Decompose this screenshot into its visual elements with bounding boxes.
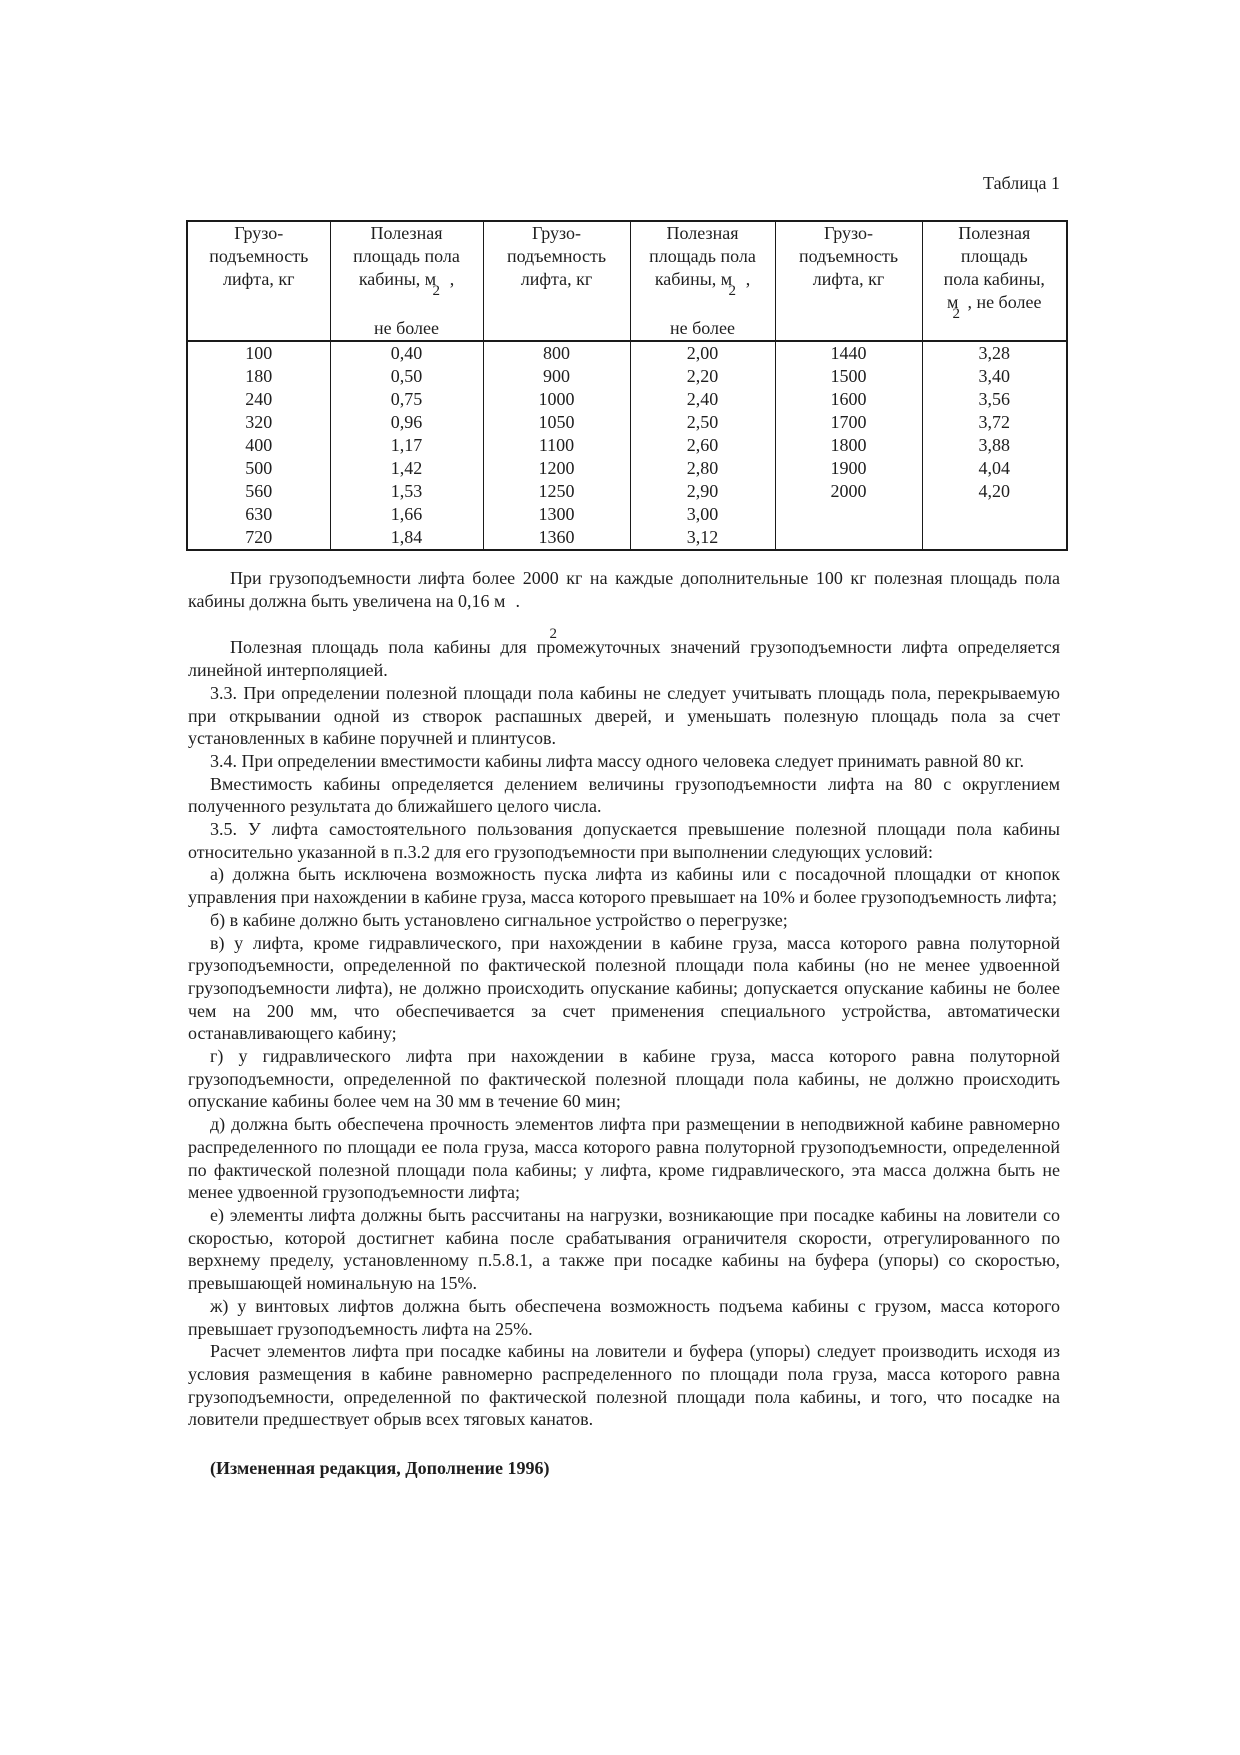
header-text: подъемность	[798, 246, 899, 266]
table-cell: 2,90	[630, 480, 775, 503]
table-cell: 1,84	[330, 526, 483, 550]
header-text: Грузо-	[531, 223, 582, 243]
list-item-a: а) должна быть исключена возможность пуска лифта из кабины или с посадочной площадки от кнопок управления при нахождении в кабине груза, масса которого превышает на 10% и более грузоподъемность лифта;	[188, 864, 1060, 908]
paragraph-interpolation: Полезная площадь пола кабины для промежуточных значений грузоподъемности лифта определяется линейной интерполяцией.	[188, 637, 1060, 681]
table-cell: 4,04	[922, 457, 1067, 480]
table-cell: 1300	[483, 503, 630, 526]
unit-exponent: 2	[952, 306, 960, 322]
table-header-row	[187, 221, 1067, 341]
table-cell: 900	[483, 365, 630, 388]
list-item-e: е) элементы лифта должны быть рассчитаны на нагрузки, возникающие при посадке кабины на ловители со скоростью, которой достигнет кабина после срабатывания ограничителя скорости, отрегулированного по верхнему пределу, установленному п.5.8.1, а также при посадке кабины на буфера (упоры) со скоростью, превышающей номинальную на 15%.	[188, 1204, 1060, 1294]
header-capacity-2	[483, 221, 630, 341]
unit-exponent: 2	[549, 625, 557, 642]
table-cell: 1,66	[330, 503, 483, 526]
paragraph-3-4: 3.4. При определении вместимости кабины лифта массу одного человека следует принимать равной 80 кг.	[210, 750, 1025, 771]
table-cell: 3,12	[630, 526, 775, 550]
header-capacity-3	[775, 221, 922, 341]
header-not-more: , не более	[967, 292, 1042, 312]
table-cell: 2,50	[630, 411, 775, 434]
table-cell: 180	[245, 366, 273, 386]
table-cell	[922, 503, 1067, 526]
paragraph-end: .	[515, 590, 520, 611]
table-cell: 240	[245, 389, 273, 409]
header-text: Полезная	[958, 223, 1031, 243]
paragraph-3-5: 3.5. У лифта самостоятельного пользования допускается превышение полезной площади пола кабины относительно указанной в п.3.2 для его грузоподъемности при выполнении следующих условий:	[188, 819, 1060, 862]
table-cell: 3,40	[922, 365, 1067, 388]
header-unit: кабины, м	[654, 269, 733, 289]
unit-exponent: 2	[728, 283, 736, 299]
table-cell: 720	[245, 527, 273, 547]
table-cell: 0,96	[330, 411, 483, 434]
body-text	[188, 567, 1060, 1480]
table-caption: Таблица 1	[983, 173, 1060, 193]
table-cell: 3,88	[922, 434, 1067, 457]
list-item-b: б) в кабине должно быть установлено сигнальное устройство о перегрузке;	[210, 909, 788, 930]
header-unit: м	[947, 292, 959, 312]
table-cell: 2,80	[630, 457, 775, 480]
table-cell: 0,40	[330, 341, 483, 365]
header-area-1	[330, 221, 483, 341]
table-cell: 800	[483, 341, 630, 365]
header-text: лифта, кг	[520, 269, 593, 289]
header-capacity-1	[187, 221, 330, 341]
header-text: Полезная	[666, 223, 739, 243]
table-cell: 4,20	[922, 480, 1067, 503]
table-cell	[775, 526, 922, 550]
header-text: Полезная	[370, 223, 443, 243]
header-not-more: не более	[669, 318, 735, 338]
table-cell: 2,60	[630, 434, 775, 457]
table-cell: 400	[245, 435, 273, 455]
header-text: Грузо-	[823, 223, 874, 243]
table-cell: 2,00	[630, 341, 775, 365]
table-row	[187, 411, 1067, 434]
table-row	[187, 503, 1067, 526]
table-row	[187, 365, 1067, 388]
table-cell	[922, 526, 1067, 550]
header-text	[925, 291, 1065, 322]
table-cell: 1,53	[330, 480, 483, 503]
table-cell: 1800	[775, 434, 922, 457]
header-text: лифта, кг	[223, 269, 295, 289]
table-row	[187, 457, 1067, 480]
table-cell: 1050	[483, 411, 630, 434]
header-text: площадь	[960, 246, 1028, 266]
table-row	[187, 341, 1067, 365]
list-item-d: д) должна быть обеспечена прочность элементов лифта при размещении в неподвижной кабине равномерно распределенного по площади ее пола груза, масса которого равна полуторной грузоподъемности, определенной по фактической полезной площади пола кабины; у лифта, кроме гидравлического, эта масса должна быть не менее удвоенной грузоподъемности лифта;	[188, 1114, 1060, 1203]
table-cell: 630	[245, 504, 273, 524]
table-cell: 3,00	[630, 503, 775, 526]
table-cell	[775, 503, 922, 526]
table-cell: 1600	[775, 388, 922, 411]
table-cell: 1360	[483, 526, 630, 550]
table-row	[187, 434, 1067, 457]
paragraph-text: При грузоподъемности лифта более 2000 кг на каждые дополнительные 100 кг полезная площадь пола кабины должна быть увеличена на 0,16 м	[188, 568, 1060, 611]
table-row	[187, 480, 1067, 503]
header-area-2	[630, 221, 775, 341]
table-cell: 0,75	[330, 388, 483, 411]
table-row	[187, 526, 1067, 550]
paragraph-calculation: Расчет элементов лифта при посадке кабины на ловители и буфера (упоры) следует производить исходя из условия размещения в кабине равномерно распределенного по площади пола груза, масса которого равна грузоподъемности, определенной по фактической полезной площади пола кабины, и того, что посадке на ловители предшествует обрыв всех тяговых канатов.	[188, 1341, 1060, 1430]
header-unit: кабины, м	[358, 269, 437, 289]
header-area-3	[922, 221, 1067, 341]
table-cell: 1900	[775, 457, 922, 480]
table-cell: 1700	[775, 411, 922, 434]
header-text: лифта, кг	[812, 269, 885, 289]
table-cell: 1200	[483, 457, 630, 480]
table-cell: 2,40	[630, 388, 775, 411]
table-cell: 1000	[483, 388, 630, 411]
header-text: подъемность	[209, 246, 309, 266]
header-text: подъемность	[506, 246, 607, 266]
table-cell: 0,50	[330, 365, 483, 388]
table-cell: 1440	[775, 341, 922, 365]
table-cell: 3,56	[922, 388, 1067, 411]
table-row	[187, 388, 1067, 411]
capacity-area-table	[186, 220, 1068, 551]
list-item-zh: ж) у винтовых лифтов должна быть обеспечена возможность подъема кабины с грузом, масса которого превышает грузоподъемность лифта на 25%.	[188, 1295, 1060, 1339]
table-cell: 1500	[775, 365, 922, 388]
table-cell: 1250	[483, 480, 630, 503]
table-cell: 100	[245, 343, 273, 363]
table-cell: 2000	[775, 480, 922, 503]
table-cell: 2,20	[630, 365, 775, 388]
header-not-more: не более	[373, 318, 439, 338]
table-cell: 3,72	[922, 411, 1067, 434]
header-text: площадь пола	[649, 246, 756, 266]
table-cell: 560	[245, 481, 273, 501]
table-cell: 1,42	[330, 457, 483, 480]
header-text: пола кабины,	[943, 269, 1045, 289]
table-cell: 1100	[483, 434, 630, 457]
header-comma: ,	[745, 269, 751, 289]
paragraph-area-increase	[188, 567, 1060, 642]
paragraph-3-3: 3.3. При определении полезной площади пола кабины не следует учитывать площадь пола, перекрываемую при открывании одной из створок распашных дверей, и уменьшать полезную площадь пола за счет установленных в кабине поручней и плинтусов.	[188, 682, 1060, 749]
unit-exponent: 2	[432, 283, 440, 299]
list-item-g: г) у гидравлического лифта при нахождении в кабине груза, масса которого равна полуторной грузоподъемности, определенной по фактической полезной площади пола кабины, не должно происходить опускание кабины более чем на 30 мм в течение 60 мин;	[188, 1046, 1060, 1112]
header-text	[633, 268, 773, 299]
amendment-note: (Измененная редакция, Дополнение 1996)	[210, 1458, 550, 1479]
paragraph-capacity: Вместимость кабины определяется делением величины грузоподъемности лифта на 80 с округлением полученного результата до ближайшего целого числа.	[188, 773, 1060, 817]
table-cell: 500	[245, 458, 273, 478]
header-text: Грузо-	[234, 223, 284, 243]
table-cell: 1,17	[330, 434, 483, 457]
header-comma: ,	[449, 269, 455, 289]
table-cell: 320	[245, 412, 273, 432]
header-text: площадь пола	[353, 246, 460, 266]
list-item-v: в) у лифта, кроме гидравлического, при нахождении в кабине груза, масса которого равна полуторной грузоподъемности, определенной по фактической полезной площади пола кабины (но не менее удвоенной грузоподъемности лифта), не должно происходить опускание кабины; допускается опускание кабины не более чем на 200 мм, что обеспечивается за счет применения специального устройства, автоматически останавливающего кабину;	[188, 932, 1060, 1044]
table-cell: 3,28	[922, 341, 1067, 365]
header-text	[333, 268, 481, 299]
